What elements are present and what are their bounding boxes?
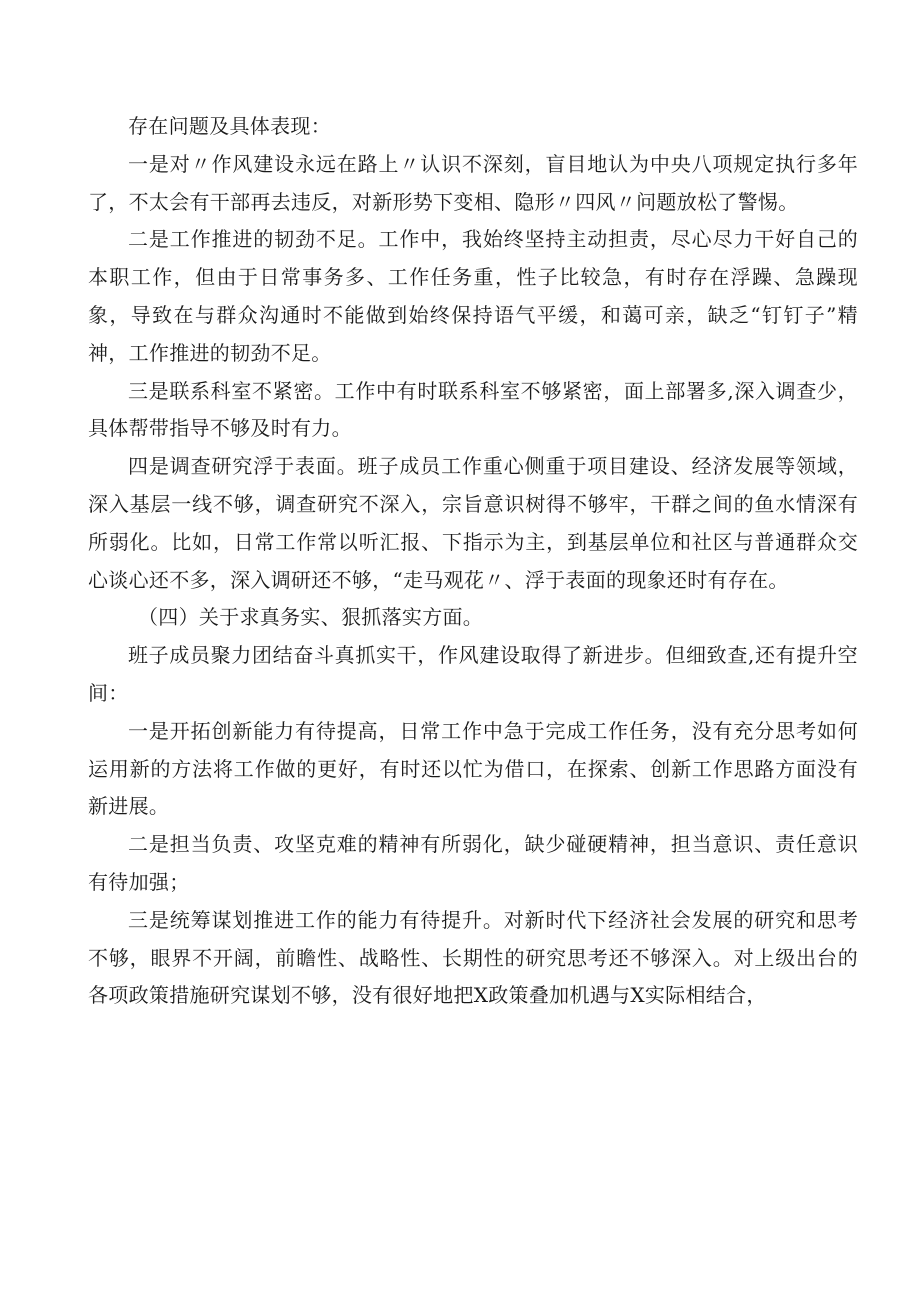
paragraph-planning: 三是统筹谋划推进工作的能力有待提升。对新时代下经济社会发展的研究和思考不够，眼界不开阔，前瞻性、战略性、长期性的研究思考还不够深入。对上级出台的各项政策措施研究谋划不够，没有很好地把X政策叠加机遇与X实际相结合， [88,907,858,1008]
section-heading-four: （四）关于求真务实、狠抓落实方面。 [138,605,484,630]
paragraph-point-three: 三是联系科室不紧密。工作中有时联系科室不够紧密，面上部署多,深入调查少，具体帮带指导不够及时有力。 [88,378,858,441]
paragraph-point-two: 二是工作推进的韧劲不足。工作中，我始终坚持主动担责，尽心尽力干好自己的本职工作，但由于日常事务多、工作任务重，性子比较急，有时存在浮躁、急躁现象，导致在与群众沟通时不能做到始终保持语气平缓，和蔼可亲，缺乏“钉钉子”精神，工作推进的韧劲不足。 [88,227,858,365]
paragraph-point-one: 一是对〃作风建设永远在路上〃认识不深刻，盲目地认为中央八项规定执行多年了，不太会有干部再去违反，对新形势下变相、隐形〃四风〃问题放松了警惕。 [88,151,858,214]
paragraph-problems-intro: 存在问题及具体表现： [128,114,331,138]
paragraph-point-four: 四是调查研究浮于表面。班子成员工作重心侧重于项目建设、经济发展等领域，深入基层一线不够，调查研究不深入，宗旨意识树得不够牢，干群之间的鱼水情深有所弱化。比如，日常工作常以听汇报、下指示为主，到基层单位和社区与普通群众交心谈心还不多，深入调研还不够，“走马观花〃、浮于表面的现象还时有存在。 [88,454,858,592]
paragraph-responsibility: 二是担当负责、攻坚克难的精神有所弱化，缺少碰硬精神，担当意识、责任意识有待加强； [88,832,858,894]
document-body [88,108,858,1015]
paragraph-section-intro: 班子成员聚力团结奋斗真抓实干，作风建设取得了新进步。但细致查,还有提升空间： [88,643,858,705]
paragraph-innovation: 一是开拓创新能力有待提高，日常工作中急于完成工作任务，没有充分思考如何运用新的方法将工作做的更好，有时还以忙为借口，在探索、创新工作思路方面没有新进展。 [88,718,858,819]
